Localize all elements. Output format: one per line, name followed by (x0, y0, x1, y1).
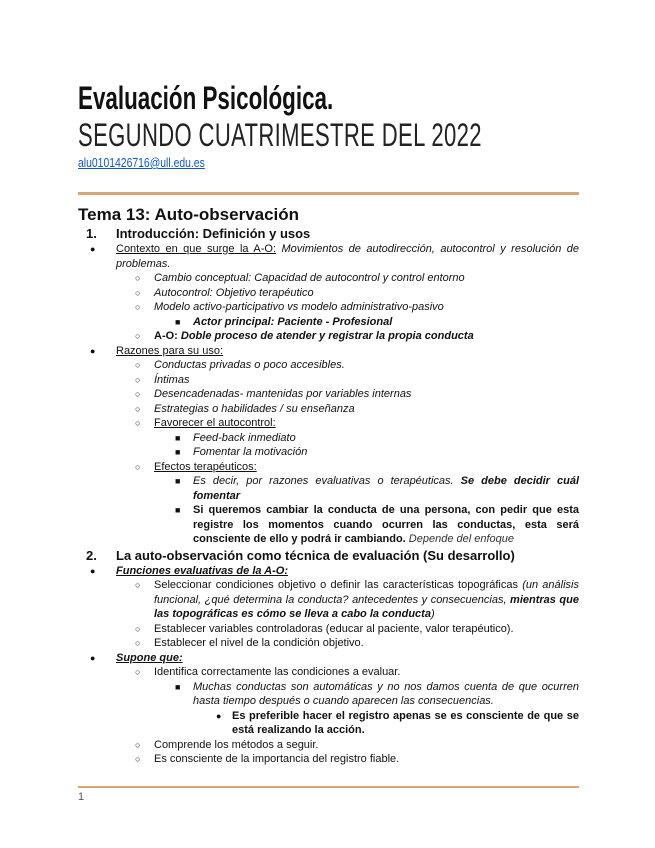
item-text: Movimientos de autodirección, autocontrol y resolución de problemas. (116, 243, 580, 270)
list-item (78, 578, 579, 622)
circle-bullet-icon: ○ (135, 638, 141, 648)
list-number: 1. (86, 226, 97, 241)
item-text: Es preferible hacer el registro apenas se es consciente de que se está realizando la acción. (232, 709, 579, 736)
email-link[interactable]: alu0101426716@ull.edu.es (78, 155, 205, 170)
circle-bullet-icon: ○ (135, 302, 141, 312)
circle-bullet-icon: ○ (135, 374, 141, 385)
list-item (78, 286, 579, 301)
item-label: Supone que: (116, 651, 183, 664)
circle-bullet-icon: ○ (135, 331, 141, 341)
list-item (78, 300, 579, 315)
list-item (78, 387, 579, 402)
bullet-icon: ● (90, 345, 96, 356)
item-text: Fomentar la motivación (193, 446, 308, 458)
bullet-icon: ● (90, 244, 96, 254)
list-item (78, 503, 579, 547)
list-item (78, 373, 579, 388)
list-item (78, 402, 579, 417)
square-bullet-icon: ■ (175, 316, 181, 327)
item-label: A-O: (154, 330, 178, 342)
item-label: Favorecer el autocontrol: (154, 417, 276, 429)
bullet-icon: ● (90, 565, 96, 576)
item-label: Efectos terapéuticos: (154, 460, 257, 473)
list-item (78, 460, 579, 475)
list-item (78, 474, 579, 503)
item-emphasis: mientras que las topográficas es cómo se lleva a cabo la conducta (154, 593, 579, 620)
list-item (78, 622, 579, 637)
header-divider (78, 192, 579, 195)
circle-bullet-icon: ○ (135, 273, 141, 283)
circle-bullet-icon: ○ (135, 461, 141, 472)
list-item (78, 416, 579, 431)
bullet-icon: ● (216, 710, 222, 721)
circle-bullet-icon: ○ (135, 667, 141, 677)
bullet-icon: ● (90, 652, 96, 663)
subsection-heading (78, 226, 579, 242)
item-text: Establecer el nivel de la condición objetivo. (154, 637, 364, 649)
list-item (78, 738, 579, 753)
list-item (78, 315, 579, 330)
item-emphasis: Se debe decidir cuál fomentar (193, 475, 580, 502)
item-label: Contexto en que surge la A-O: (116, 243, 277, 255)
item-label: Funciones evaluativas de la A-O: (116, 564, 288, 577)
item-text: Desencadenadas- mantenidas por variables internas (154, 388, 412, 400)
list-item (78, 242, 579, 271)
list-item (78, 431, 579, 446)
circle-bullet-icon: ○ (135, 580, 141, 590)
footer-divider (78, 786, 579, 788)
item-text: Es decir, por razones evaluativas o terapéuticas. (193, 475, 461, 487)
item-text: Actor principal: Paciente - Profesional (193, 315, 393, 328)
circle-bullet-icon: ○ (135, 287, 141, 298)
circle-bullet-icon: ○ (135, 623, 141, 634)
list-item (78, 636, 579, 651)
subsection-heading (78, 548, 579, 564)
list-item (78, 752, 579, 767)
item-text: Muchas conductas son automáticas y no nos damos cuenta de que ocurren hasta tiempo después o cuando aparecen las consecuencias. (193, 680, 579, 707)
item-label: Razones para su uso: (116, 344, 224, 357)
item-text: Establecer variables controladoras (educar al paciente, valor terapéutico). (154, 622, 514, 635)
item-text: Modelo activo-participativo vs modelo administrativo-pasivo (154, 301, 444, 313)
item-text: Es consciente de la importancia del registro fiable. (154, 753, 400, 765)
item-text: Íntimas (154, 373, 190, 386)
list-number: 2. (86, 547, 97, 563)
subsection-title: La auto-observación como técnica de evaluación (Su desarrollo) (116, 547, 515, 563)
list-item (78, 358, 579, 373)
list-item (78, 344, 579, 359)
item-text: Cambio conceptual: Capacidad de autocontrol y control entorno (154, 272, 465, 284)
section-heading: Tema 13: Auto-observación (78, 205, 300, 224)
item-note: Depende del enfoque (405, 533, 514, 545)
subsection-title: Introducción: Definición y usos (116, 226, 311, 241)
square-bullet-icon: ■ (175, 476, 181, 486)
circle-bullet-icon: ○ (135, 389, 141, 399)
item-text: Estrategias o habilidades / su enseñanza (154, 402, 355, 415)
page-number: 1 (78, 791, 85, 803)
item-text: Feed-back inmediato (193, 431, 296, 444)
item-text: Autocontrol: Objetivo terapéutico (154, 286, 314, 299)
list-item (78, 564, 579, 579)
circle-bullet-icon: ○ (135, 418, 141, 428)
circle-bullet-icon: ○ (135, 403, 141, 414)
circle-bullet-icon: ○ (135, 739, 141, 750)
list-item (78, 271, 579, 286)
doc-subtitle: SEGUNDO CUATRIMESTRE DEL 2022 (78, 117, 482, 153)
item-text: Identifica correctamente las condiciones a evaluar. (154, 666, 401, 678)
list-item (78, 329, 579, 344)
item-text: Si queremos cambiar la conducta de una persona, con pedir que esta registre los momentos cuando ocurren las conductas, esta será consciente de ello y podrá ir cambiando. (193, 504, 579, 545)
square-bullet-icon: ■ (175, 447, 181, 457)
square-bullet-icon: ■ (175, 681, 181, 692)
doc-title: Evaluación Psicológica. (78, 80, 334, 116)
list-item (78, 680, 579, 709)
item-note-end: ) (430, 608, 435, 620)
item-note: (un análisis funcional, ¿qué determina la conducta? antecedentes y consecuencias, (154, 579, 579, 606)
list-item (78, 665, 579, 680)
item-text: Comprende los métodos a seguir. (154, 738, 319, 751)
circle-bullet-icon: ○ (135, 360, 141, 370)
item-text: Doble proceso de atender y registrar la propia conducta (177, 330, 474, 342)
circle-bullet-icon: ○ (135, 754, 141, 764)
list-item (78, 709, 579, 738)
item-text: Seleccionar condiciones objetivo o definir las características topográficas (154, 579, 523, 591)
list-item (78, 445, 579, 460)
item-text: Conductas privadas o poco accesibles. (154, 359, 345, 371)
document-body (78, 204, 579, 767)
list-item (78, 651, 579, 666)
square-bullet-icon: ■ (175, 505, 181, 515)
square-bullet-icon: ■ (175, 432, 181, 443)
